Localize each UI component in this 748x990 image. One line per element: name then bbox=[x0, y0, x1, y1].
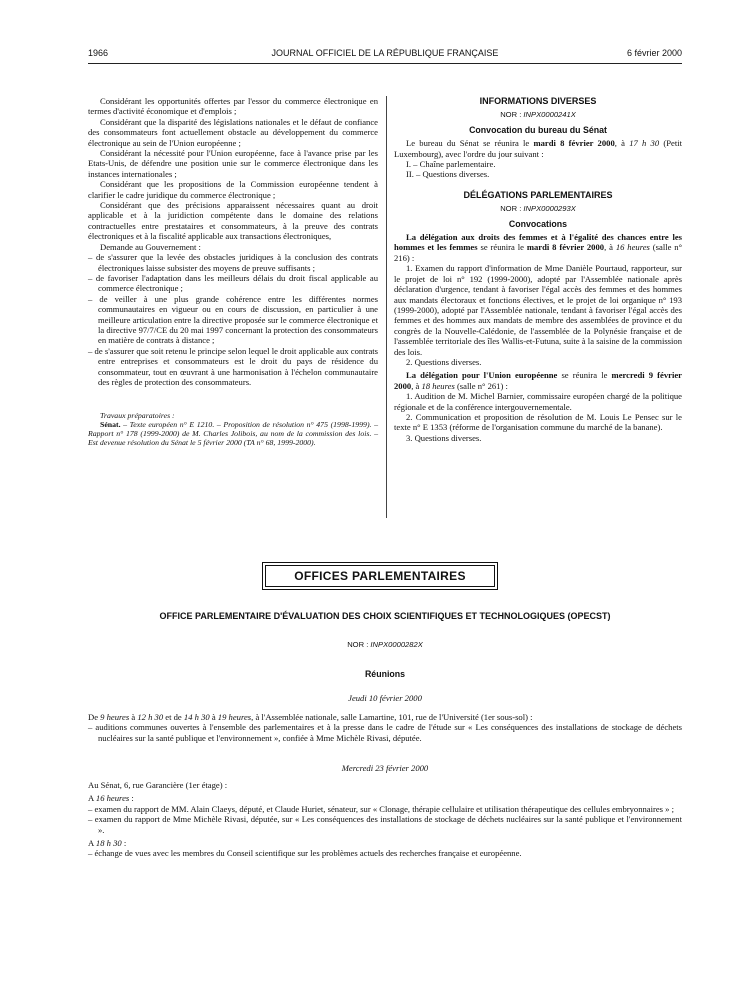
d2-at1: A bbox=[88, 793, 96, 804]
info-diverses-title: INFORMATIONS DIVERSES bbox=[479, 96, 597, 106]
d1-t4: 19 heures bbox=[217, 712, 252, 722]
travaux-preparatoires bbox=[88, 411, 378, 447]
info-nor-label: NOR : bbox=[500, 110, 524, 120]
deleg-nor-label: NOR : bbox=[500, 204, 524, 214]
reunions-title: Réunions bbox=[364, 669, 406, 679]
conv-senat-item-1: I. – Chaîne parlementaire. bbox=[406, 159, 496, 170]
mercredi-at1 bbox=[88, 793, 682, 803]
info-nor-code: INPX0000241X bbox=[523, 110, 576, 120]
deleg-nor-code: INPX0000293X bbox=[523, 204, 576, 214]
mercredi-block bbox=[88, 780, 682, 859]
date-jeudi: Jeudi 10 février 2000 bbox=[348, 693, 422, 703]
header-rule bbox=[88, 63, 682, 64]
considerant-4: Considérant que les propositions de la Commission européenne tendent à clarifier le cadre juridique du commerce électronique ; bbox=[88, 179, 378, 200]
demand-3: – de veiller à une plus grande cohérence entre les différentes normes communautaires en vigueur ou en cours de discussion, en particulier à une meilleure articulation entre la directive proposée sur le commerce électronique et la directive 97/7/CE du 20 mai 1997 concernant la protection des consommateurs en matière de contrats à distance ; bbox=[88, 293, 378, 346]
df-time: 16 heures bbox=[615, 242, 650, 253]
considerant-2: Considérant que la disparité des législations nationales et le défaut de confiance des consommateurs font actuellement obstacle au développement du commerce électronique au sein de l'Union européenne ; bbox=[88, 116, 378, 148]
d1-t3: 14 h 30 bbox=[183, 712, 210, 722]
df-item-1: 1. Examen du rapport d'information de Mme Danièle Pourtaud, rapporteur, sur le projet de loi n° 192 (1999-2000), adopté par l'Assemblée nationale après déclaration d'urgence, tendant à favoriser l'égal accès des femmes et des hommes aux mandats électoraux et fonctions électives, et le projet de loi organique n° 193 (1999-2000), adopté par l'Assemblée nationale, tendant à favoriser l'égal accès des femmes et des hommes aux mandats de membre des assemblées de province et du congrès de la Nouvelle-Calédonie, de l'assemblée de la Polynésie française et de l'assemblée territoriale des îles Wallis-et-Futuna, suite à la saisine de la commission des lois. bbox=[394, 263, 682, 357]
right-column bbox=[394, 96, 682, 443]
ue-b: se réunira le bbox=[557, 370, 612, 381]
mercredi-item-2: – examen du rapport de Mme Michèle Rivasi, députée, sur « Les conséquences des installations de stockage de déchets nucléaires sur la santé publique et l'environnement ». bbox=[88, 814, 682, 835]
ue-time: 18 heures bbox=[421, 380, 455, 391]
d2-at1-end: : bbox=[129, 793, 134, 804]
d1-de: De bbox=[88, 712, 101, 722]
ue-d: , à bbox=[411, 380, 422, 391]
d1-t1: 9 heures bbox=[100, 712, 130, 722]
df-item-2: 2. Questions diverses. bbox=[406, 356, 482, 367]
conv-senat-a: Le bureau du Sénat se réunira le bbox=[406, 138, 534, 149]
conv-senat-title: Convocation du bureau du Sénat bbox=[469, 124, 607, 135]
delegations-title: DÉLÉGATIONS PARLEMENTAIRES bbox=[463, 189, 613, 200]
ue-item-1: 1. Audition de M. Michel Barnier, commissaire européen chargé de la politique régionale et de la conférence intergouvernementale. bbox=[394, 391, 682, 412]
df-intro bbox=[394, 232, 682, 263]
demande-heading: Demande au Gouvernement : bbox=[100, 241, 201, 252]
travaux-senat: Sénat. bbox=[100, 420, 121, 430]
ue-name: La délégation pour l'Union européenne bbox=[406, 370, 558, 381]
conv-senat-time: 17 h 30 bbox=[629, 138, 660, 149]
left-column bbox=[88, 96, 378, 447]
considerant-5: Considérant que des précisions apparaissent nécessaires quant au droit applicable et à la juridiction compétente dans le domaine des relations contractuelles entre prestataires et consommateurs, à la preuve des contrats électroniques et à la fiscalité applicable aux transactions électroniques, bbox=[88, 200, 378, 242]
travaux-body: – Texte européen n° E 1210. – Proposition de résolution n° 475 (1998-1999). – Rapport n° 178 (1999-2000) de M. Charles Jolibois, au nom de la commission des lois. – Est devenue résolution du Sénat le 5 février 2000 (TA n° 68, 1999-2000). bbox=[88, 420, 378, 448]
travaux-text bbox=[88, 420, 378, 447]
page-header bbox=[88, 48, 682, 62]
demand-1: – de s'assurer que la levée des obstacles juridiques à la conclusion des contrats électroniques laisse subsister des moyens de preuve suffisants ; bbox=[88, 252, 378, 273]
jeudi-block bbox=[88, 712, 682, 743]
df-name: La délégation aux droits des femmes et à l'égalité des chances entre les hommes et les femmes bbox=[394, 232, 682, 253]
df-room: (salle n° 216) : bbox=[394, 242, 683, 263]
considerant-1: Considérant les opportunités offertes par l'essor du commerce électronique en termes d'activité économique et d'emplois ; bbox=[88, 96, 378, 117]
jeudi-schedule bbox=[88, 712, 682, 722]
demand-4: – de s'assurer que soit retenu le principe selon lequel le droit applicable aux contrats entre entreprises et consommateurs est le droit du pays de résidence du consommateur, tout en œuvrant à une harmonisation à l'échelon communautaire des règles de protection des consommateurs. bbox=[88, 345, 378, 387]
d1-a2: à bbox=[209, 712, 218, 722]
date-mercredi: Mercredi 23 février 2000 bbox=[341, 763, 429, 773]
mercredi-item-1: – examen du rapport de MM. Alain Claeys, député, et Claude Huriet, sénateur, sur « Clonage, thérapie cellulaire et utilisation thérapeutique des cellules embryonnaires » ; bbox=[88, 803, 674, 814]
d1-t2: 12 h 30 bbox=[137, 712, 164, 722]
conv-senat-item-2: II. – Questions diverses. bbox=[406, 169, 490, 180]
mercredi-item-3: – échange de vues avec les membres du Conseil scientifique sur les problèmes actuels des recherches française et européenne. bbox=[88, 848, 522, 859]
df-date: mardi 8 février 2000 bbox=[526, 242, 605, 253]
opecst-nor bbox=[88, 640, 682, 650]
d1-a1: à bbox=[129, 712, 138, 722]
info-nor bbox=[394, 110, 682, 120]
demand-2: – de favoriser l'adaptation dans les meilleurs délais du droit fiscal applicable au commerce électronique ; bbox=[88, 272, 378, 294]
considerant-3: Considérant la nécessité pour l'Union européenne, face à l'avance prise par les Etats-Unis, de défendre une position unie sur le commerce électronique dans les instances internationales ; bbox=[88, 148, 378, 179]
conv-senat-date: mardi 8 février 2000 bbox=[533, 138, 615, 149]
conv-senat-e: (Petit Luxembourg), avec l'ordre du jour suivant : bbox=[394, 138, 682, 159]
ue-room: (salle n° 261) : bbox=[454, 380, 508, 391]
d2-time1: 16 heures bbox=[95, 793, 130, 804]
d1-et: et de bbox=[163, 712, 184, 722]
ue-item-3: 3. Questions diverses. bbox=[406, 432, 482, 443]
offices-title: OFFICES PARLEMENTAIRES bbox=[265, 565, 495, 587]
opecst-nor-label: NOR : bbox=[347, 640, 371, 649]
opecst-title: OFFICE PARLEMENTAIRE D'ÉVALUATION DES CHOIX SCIENTIFIQUES ET TECHNOLOGIQUES (OPECST) bbox=[159, 611, 611, 621]
mercredi-at2 bbox=[88, 838, 682, 848]
column-divider bbox=[386, 96, 387, 518]
page-number: 1966 bbox=[88, 48, 109, 58]
issue-date: 6 février 2000 bbox=[626, 48, 682, 58]
d2-time2: 18 h 30 bbox=[95, 838, 122, 849]
mercredi-place: Au Sénat, 6, rue Garancière (1er étage) : bbox=[88, 780, 228, 790]
d2-at2-end: : bbox=[121, 838, 127, 849]
d2-at2: A bbox=[88, 838, 96, 849]
conv-senat-c: , à bbox=[614, 138, 630, 149]
d1-rest: , à l'Assemblée nationale, salle Lamartine, 101, rue de l'Université (1er sous-sol) : bbox=[251, 712, 533, 722]
conv-senat-text bbox=[394, 138, 682, 159]
df-d: , à bbox=[604, 242, 616, 253]
df-b: se réunira le bbox=[477, 242, 527, 253]
jeudi-item: – auditions communes ouvertes à l'ensemble des parlementaires et à la presse dans le cadre de l'étude sur « Les conséquences des installations de stockage de déchets nucléaires sur la santé publique et l'environnement », confiée à Mme Michèle Rivasi, députée. bbox=[88, 722, 682, 743]
journal-title: JOURNAL OFFICIEL DE LA RÉPUBLIQUE FRANÇAISE bbox=[271, 48, 499, 58]
opecst-nor-code: INPX0000282X bbox=[370, 640, 423, 649]
ue-intro bbox=[394, 370, 682, 391]
offices-box bbox=[262, 562, 498, 590]
travaux-title: Travaux préparatoires : bbox=[100, 411, 175, 421]
deleg-nor bbox=[394, 204, 682, 214]
ue-item-2: 2. Communication et proposition de résolution de M. Louis Le Pensec sur le texte n° E 1353 (réforme de l'organisation commune du marché de la banane). bbox=[394, 411, 682, 433]
convocations-title: Convocations bbox=[508, 218, 568, 229]
ue-date: mercredi 9 février 2000 bbox=[394, 370, 682, 391]
